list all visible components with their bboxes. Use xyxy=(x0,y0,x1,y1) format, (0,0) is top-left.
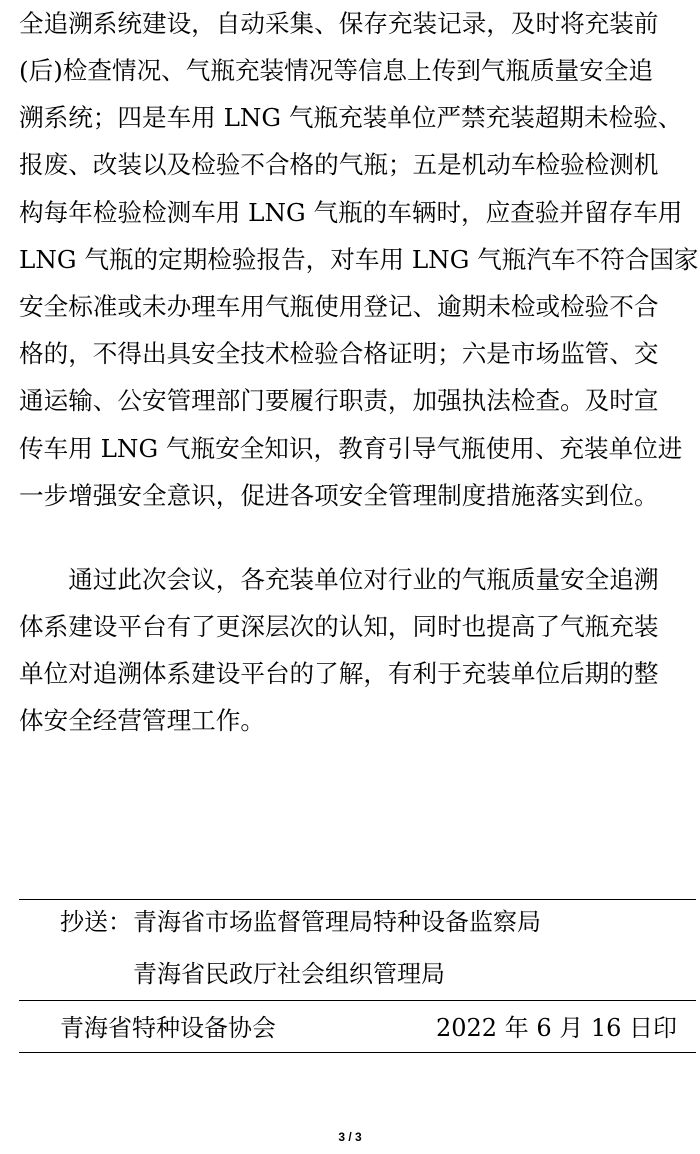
text-line: 构每年检验检测车用 LNG 气瓶的车辆时，应查验并留存车用 xyxy=(19,198,683,227)
text-line: 格的，不得出具安全技术检验合格证明；六是市场监管、交 xyxy=(19,339,659,368)
text-line: 传车用 LNG 气瓶安全知识，教育引导气瓶使用、充装单位进 xyxy=(19,434,683,463)
text-line: (后)检查情况、气瓶充装情况等信息上传到气瓶质量安全追 xyxy=(19,56,654,85)
cc-recipient: 青海省市场监督管理局特种设备监察局 xyxy=(133,908,541,936)
print-date: 2022 年 6 月 16 日印 xyxy=(436,1014,678,1042)
text-line: 单位对追溯体系建设平台的了解，有利于充装单位后期的整 xyxy=(19,659,659,688)
footer-top-rule xyxy=(19,899,696,900)
text-line: 报废、改装以及检验不合格的气瓶；五是机动车检验检测机 xyxy=(19,150,659,179)
footer-middle-rule xyxy=(19,1000,696,1001)
text-line: 通过此次会议，各充装单位对行业的气瓶质量安全追溯 xyxy=(19,565,659,594)
text-line: 溯系统；四是车用 LNG 气瓶充装单位严禁充装超期未检验、 xyxy=(19,103,683,132)
page-number: 3 / 3 xyxy=(338,1130,362,1144)
text-line: 一步增强安全意识，促进各项安全管理制度措施落实到位。 xyxy=(19,481,659,510)
issuer-name: 青海省特种设备协会 xyxy=(60,1014,276,1042)
cc-label: 抄送： xyxy=(60,908,132,936)
footer-bottom-rule xyxy=(19,1052,696,1053)
text-line: LNG 气瓶的定期检验报告，对车用 LNG 气瓶汽车不符合国家 xyxy=(19,245,699,274)
text-line: 体系建设平台有了更深层次的认知，同时也提高了气瓶充装 xyxy=(19,612,659,641)
text-line: 体安全经营管理工作。 xyxy=(19,706,265,735)
text-line: 安全标准或未办理车用气瓶使用登记、逾期未检或检验不合 xyxy=(19,292,659,321)
cc-recipient: 青海省民政厅社会组织管理局 xyxy=(133,960,445,988)
text-line: 通运输、公安管理部门要履行职责，加强执法检查。及时宣 xyxy=(19,386,659,415)
text-line: 全追溯系统建设，自动采集、保存充装记录，及时将充装前 xyxy=(19,9,659,38)
